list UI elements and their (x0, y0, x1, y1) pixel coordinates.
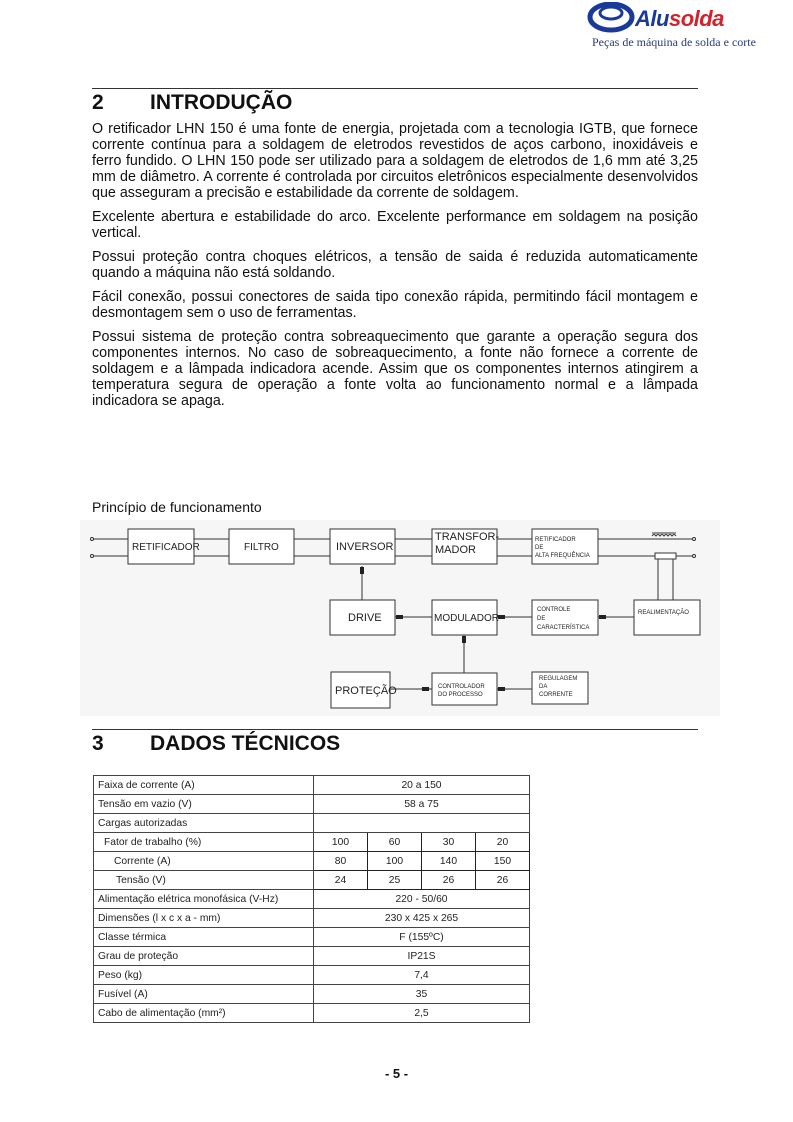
table-cell: Cabo de alimentação (mm²) (94, 1004, 314, 1023)
diagram-label: REGULAGEM (539, 676, 578, 682)
diagram-label: CONTROLE (537, 607, 571, 613)
logo-swirl-icon (587, 2, 635, 36)
table-cell: 230 x 425 x 265 (314, 909, 530, 928)
table-row (94, 871, 530, 890)
specs-table (93, 775, 530, 1023)
table-cell: 60 (368, 833, 422, 852)
table-cell: Corrente (A) (94, 852, 314, 871)
logo-tagline: Peças de máquina de solda e corte (592, 35, 756, 49)
block-diagram-svg (80, 520, 720, 716)
divider (92, 729, 698, 730)
table-row (94, 890, 530, 909)
logo-text (635, 6, 724, 32)
diagram-label: DRIVE (348, 612, 382, 624)
table-cell: Alimentação elétrica monofásica (V-Hz) (94, 890, 314, 909)
diagram-label: CARACTERÍSTICA (537, 625, 590, 631)
table-cell: Tensão em vazio (V) (94, 795, 314, 814)
diagram-label: 3 (92, 732, 104, 755)
table-cell: Classe térmica (94, 928, 314, 947)
table-cell: 2,5 (314, 1004, 530, 1023)
diagram-label: DO PROCESSO (438, 692, 483, 698)
block-diagram (80, 520, 720, 716)
table-cell: 20 a 150 (314, 776, 530, 795)
page-number: - 5 - (384, 1066, 409, 1081)
diagram-label: FILTRO (244, 542, 279, 553)
table-cell: 26 (476, 871, 530, 890)
intro-text (92, 121, 698, 417)
paragraph: Excelente abertura e estabilidade do arco. Excelente performance em soldagem na posição vertical. (92, 209, 698, 241)
table-cell: Dimensões (l x c x a - mm) (94, 909, 314, 928)
table-cell: Tensão (V) (94, 871, 314, 890)
diagram-label: DA (539, 684, 548, 690)
table-cell: 26 (422, 871, 476, 890)
table-cell: 58 a 75 (314, 795, 530, 814)
diagram-label: TRANSFOR- (435, 531, 500, 543)
diagram-label: Alu (635, 6, 669, 31)
table-cell: 150 (476, 852, 530, 871)
table-cell: IP21S (314, 947, 530, 966)
table-cell: Cargas autorizadas (94, 814, 314, 833)
table-cell: Faixa de corrente (A) (94, 776, 314, 795)
diagram-label: REALIMENTAÇÃO (638, 610, 689, 616)
diagram-label: ALTA FREQUÊNCIA (535, 553, 590, 559)
table-row (94, 852, 530, 871)
diagram-label: INTRODUÇÃO (150, 91, 293, 114)
diagram-label: DADOS TÉCNICOS (150, 732, 341, 755)
diagram-label: 2 (92, 91, 104, 114)
table-cell: 220 - 50/60 (314, 890, 530, 909)
table-cell: 100 (368, 852, 422, 871)
inductor-icon (652, 535, 676, 537)
table-row (94, 909, 530, 928)
table-row (94, 966, 530, 985)
diagram-label: PROTEÇÃO (335, 685, 397, 697)
table-cell: Fator de trabalho (%) (94, 833, 314, 852)
diagram-label: solda (668, 6, 724, 31)
diagram-label: RETIFICADOR (535, 537, 576, 543)
diagram-label: CONTROLADOR (438, 684, 485, 690)
section-heading-dados-tecnicos (92, 732, 340, 756)
table-row (94, 795, 530, 814)
table-row (94, 833, 530, 852)
table-cell: 24 (314, 871, 368, 890)
table-row (94, 947, 530, 966)
table-cell: 35 (314, 985, 530, 1004)
diagram-label: MODULADOR (434, 613, 500, 624)
table-cell: 80 (314, 852, 368, 871)
diagram-label: CORRENTE (539, 692, 573, 698)
diagram-label: DE (537, 616, 546, 622)
table-cell: Peso (kg) (94, 966, 314, 985)
paragraph: Fácil conexão, possui conectores de saida tipo conexão rápida, permitindo fácil montagem e desmontagem sem o uso de ferramentas. (92, 289, 698, 321)
divider (92, 88, 698, 89)
table-cell: 25 (368, 871, 422, 890)
table-cell: Grau de proteção (94, 947, 314, 966)
paragraph: Possui proteção contra choques elétricos, a tensão de saida é reduzida automaticamente quando a máquina não está soldando. (92, 249, 698, 281)
diagram-caption: Princípio de funcionamento (92, 499, 262, 515)
table-cell (314, 814, 530, 833)
table-cell: 140 (422, 852, 476, 871)
paragraph: O retificador LHN 150 é uma fonte de energia, projetada com a tecnologia IGTB, que fornece corrente contínua para a soldagem de eletrodos revestidos de aços carbono, inoxidáveis e ferro fundido. O LHN 150 pode ser utilizado para a soldagem de eletrodos de 1,6 mm até 3,25 mm de diâmetro. A corrente é controlada por circuitos eletrônicos especialmente desenvolvidos que asseguram a precisão e estabilidade da corrente de soldagem. (92, 121, 698, 201)
block-realimentacao (634, 600, 700, 635)
table-row (94, 985, 530, 1004)
diagram-label: DE (535, 545, 544, 551)
table-row (94, 928, 530, 947)
table-cell: 7,4 (314, 966, 530, 985)
diagram-label: RETIFICADOR (132, 542, 200, 553)
section-heading-intro (92, 91, 292, 115)
table-cell: 30 (422, 833, 476, 852)
table-cell: 100 (314, 833, 368, 852)
table-cell: Fusível (A) (94, 985, 314, 1004)
table-row (94, 814, 530, 833)
table-cell: 20 (476, 833, 530, 852)
table-row (94, 1004, 530, 1023)
paragraph: Possui sistema de proteção contra sobreaquecimento que garante a operação segura dos componentes internos. No caso de sobreaquecimento, a fonte não fornece a corrente de soldagem e a lâmpada indicadora acende. Assim que os componentes internos atingirem a temperatura segura de operação a fonte volta ao funcionamento normal e a lâmpada indicadora se apaga. (92, 329, 698, 409)
diagram-label: INVERSOR (336, 541, 394, 553)
diagram-label: MADOR (435, 544, 476, 556)
alusolda-logo (585, 2, 785, 52)
table-cell: F (155ºC) (314, 928, 530, 947)
table-row (94, 776, 530, 795)
